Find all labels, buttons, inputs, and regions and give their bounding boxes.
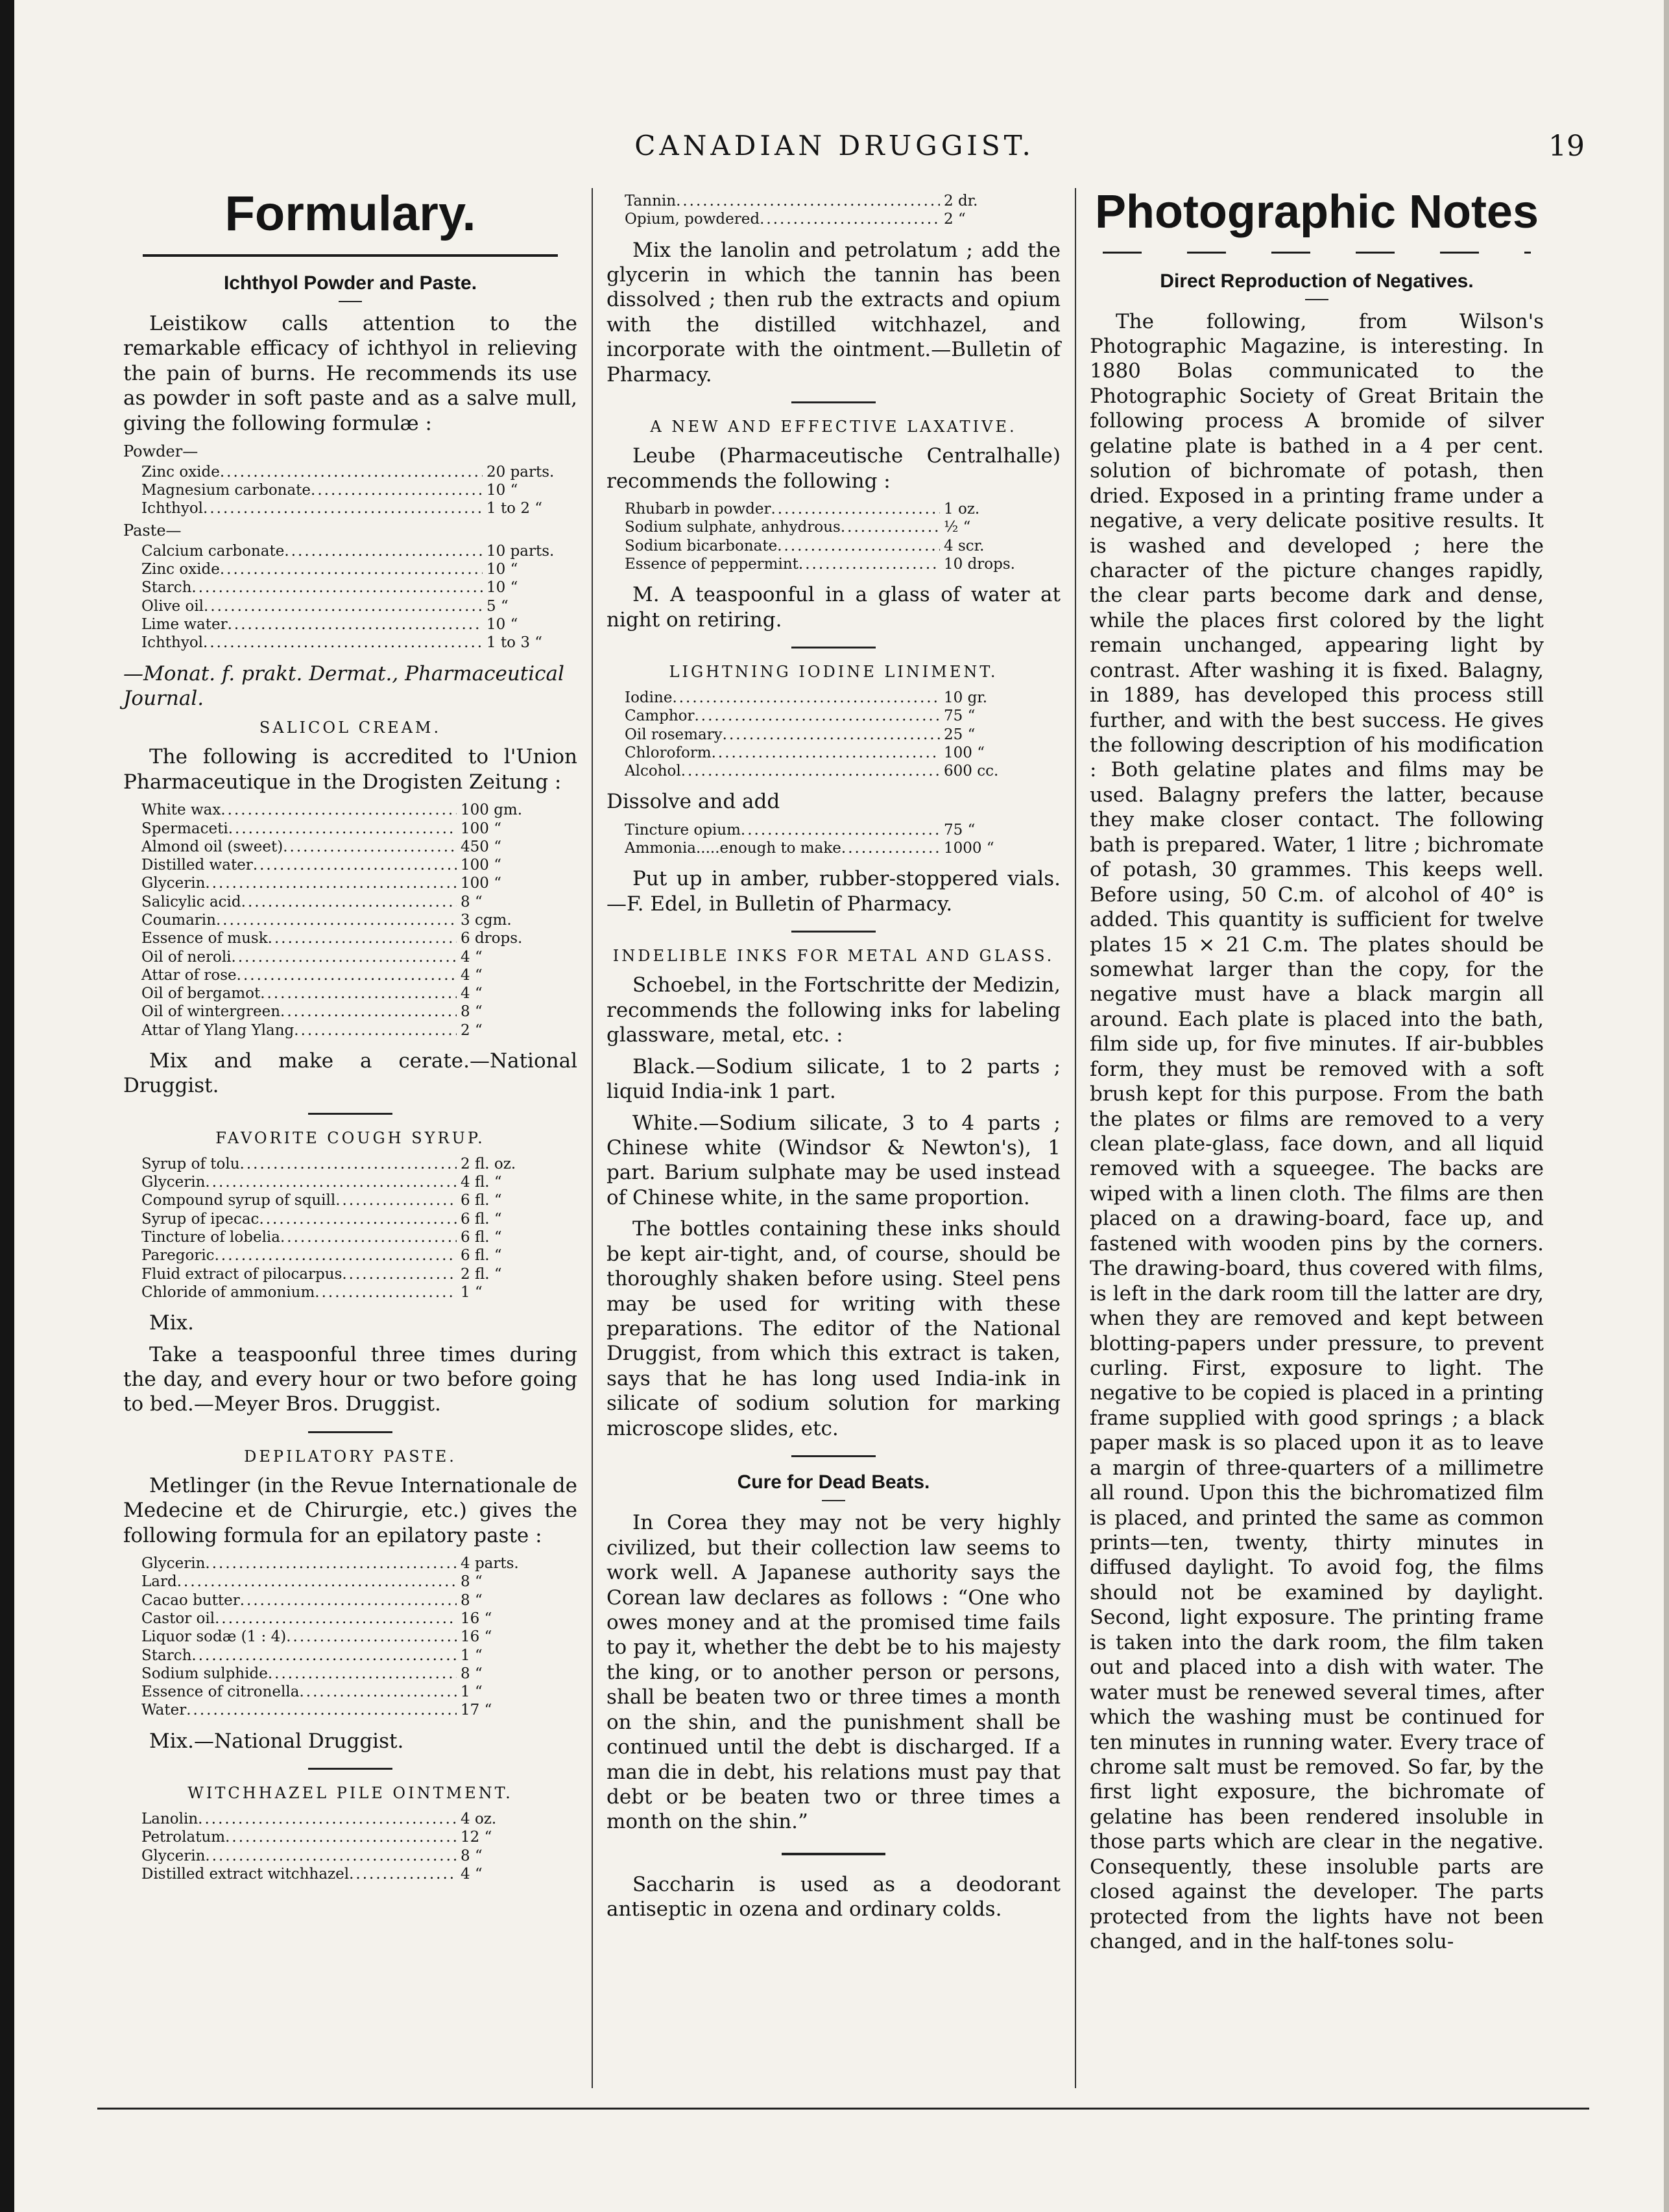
leader-dots bbox=[259, 1210, 457, 1228]
ingredient-name: Oil of wintergreen bbox=[141, 1003, 281, 1021]
ingredient-quantity: 600 cc. bbox=[944, 763, 999, 780]
ingredient-quantity: 100 “ bbox=[944, 744, 985, 761]
ingredient-name: Fluid extract of pilocarpus bbox=[141, 1265, 342, 1283]
recipe-row bbox=[141, 499, 577, 517]
ingredient-name: Liquor sodæ (1 : 4) bbox=[141, 1628, 287, 1646]
ingredient-name: Oil of neroli bbox=[141, 948, 232, 966]
recipe-row bbox=[141, 1647, 551, 1665]
recipe-table bbox=[606, 500, 1061, 573]
ingredient-name: Opium, powdered bbox=[625, 211, 760, 228]
recipe-table bbox=[123, 1554, 577, 1720]
recipe-row bbox=[141, 820, 551, 838]
recipe-row bbox=[141, 634, 577, 652]
ingredient-quantity: 100 “ bbox=[461, 857, 501, 874]
ingredient-quantity: 8 “ bbox=[461, 1591, 483, 1609]
leader-dots bbox=[232, 948, 457, 966]
ingredient-quantity: 10 parts. bbox=[486, 542, 555, 560]
recipe-row bbox=[141, 560, 577, 578]
article-paragraph: The bottles containing these inks should be kept air-tight, and, of course, should be thoroughly shaken before using. Steel pens may be used for writing with these preparations. The editor of the National Druggist, from which this extract is taken, says that he has long used India-ink in silicate of sodium solution for marking microscope slides, etc. bbox=[606, 1217, 1061, 1440]
column-middle bbox=[606, 188, 1061, 1922]
column-divider bbox=[592, 188, 593, 2088]
recipe-row bbox=[141, 1191, 551, 1209]
ingredient-quantity: 100 gm. bbox=[461, 802, 523, 819]
section-title-formulary: Formulary. bbox=[224, 186, 476, 241]
divider bbox=[308, 1431, 392, 1433]
ingredient-quantity: 12 “ bbox=[461, 1829, 492, 1846]
ingredient-quantity: 1 oz. bbox=[944, 501, 980, 518]
recipe-row bbox=[625, 762, 1035, 780]
leader-dots bbox=[220, 463, 483, 481]
ingredient-quantity: 1 “ bbox=[461, 1683, 483, 1701]
recipe-row bbox=[141, 1554, 551, 1573]
ingredient-quantity: 4 “ bbox=[461, 1865, 483, 1883]
ingredient-quantity: 100 “ bbox=[461, 875, 501, 892]
leader-dots bbox=[712, 744, 940, 762]
article-paragraph: Metlinger (in the Revue Internationale de Medecine et de Chirurgie, etc.) gives the following formula for an epilatory paste : bbox=[123, 1473, 577, 1547]
ingredient-name: Tincture of lobelia bbox=[141, 1228, 280, 1246]
ingredient-quantity: 1000 “ bbox=[944, 840, 994, 857]
recipe-row bbox=[141, 1210, 551, 1228]
ingredient-name: Water bbox=[141, 1702, 187, 1719]
ingredient-name: Lime water bbox=[141, 615, 228, 633]
recipe-row bbox=[625, 707, 1035, 725]
leader-dots bbox=[777, 537, 940, 555]
recipe-row bbox=[625, 518, 1035, 536]
title-rule bbox=[1103, 252, 1531, 254]
ingredient-name: Attar of rose bbox=[141, 966, 237, 984]
ingredient-quantity: 2 fl. “ bbox=[461, 1265, 502, 1283]
recipe-row bbox=[625, 192, 1035, 210]
divider bbox=[308, 1113, 392, 1115]
leader-dots bbox=[240, 1155, 457, 1173]
ingredient-name: Chloroform bbox=[625, 744, 712, 761]
ingredient-name: Iodine bbox=[625, 689, 673, 707]
leader-dots bbox=[676, 192, 940, 210]
ingredient-name: Oil of bergamot bbox=[141, 985, 261, 1003]
running-head: CANADIAN DRUGGIST. bbox=[634, 130, 1035, 161]
leader-dots bbox=[205, 874, 457, 892]
article-paragraph: Mix the lanolin and petrolatum ; add the glycerin in which the tannin has been dissolved ; then rub the extracts and opium with the distilled witchhazel, and incorporate with the ointment.—Bulletin of Pharmacy. bbox=[606, 238, 1061, 387]
ingredient-name: Glycerin bbox=[141, 875, 206, 892]
divider bbox=[791, 401, 876, 403]
ingredient-quantity: 75 “ bbox=[944, 821, 976, 838]
article-paragraph: White.—Sodium silicate, 3 to 4 parts ; Chinese white (Windsor & Newton's), 1 part. Barium sulphate may be used instead of Chinese white, in the same proportion. bbox=[606, 1111, 1061, 1209]
recipe-row bbox=[625, 500, 1035, 518]
recipe-table bbox=[606, 821, 1061, 858]
ingredient-name: Ichthyol bbox=[141, 500, 204, 517]
leader-dots bbox=[695, 707, 941, 725]
ingredient-quantity: 4 scr. bbox=[944, 537, 985, 554]
recipe-row bbox=[141, 1628, 551, 1646]
recipe-row bbox=[141, 1847, 551, 1865]
recipe-title: A NEW AND EFFECTIVE LAXATIVE. bbox=[650, 418, 1017, 436]
ingredient-quantity: 1 to 3 “ bbox=[486, 634, 543, 652]
divider bbox=[782, 1853, 885, 1855]
recipe-row bbox=[141, 615, 577, 634]
divider bbox=[791, 931, 876, 933]
ingredient-name: Compound syrup of squill bbox=[141, 1192, 336, 1209]
article-paragraph: Saccharin is used as a deodorant antiseptic in ozena and ordinary colds. bbox=[606, 1872, 1061, 1921]
ingredient-name: Zinc oxide bbox=[141, 561, 220, 578]
article-paragraph: Dissolve and add bbox=[606, 790, 780, 814]
ingredient-quantity: 6 drops. bbox=[461, 930, 523, 947]
leader-dots bbox=[203, 499, 483, 517]
recipe-row bbox=[141, 893, 551, 911]
leader-dots bbox=[221, 801, 457, 819]
ingredient-quantity: 25 “ bbox=[944, 726, 976, 743]
ingredient-quantity: ½ “ bbox=[944, 519, 971, 536]
leader-dots bbox=[268, 1665, 457, 1683]
article-paragraph: Schoebel, in the Fortschritte der Medizin, recommends the following inks for labeling glassware, metal, etc. : bbox=[606, 973, 1061, 1047]
recipe-group-label: Powder— bbox=[123, 442, 198, 460]
recipe-table bbox=[123, 801, 577, 1040]
ingredient-quantity: 6 fl. “ bbox=[461, 1210, 502, 1228]
leader-dots bbox=[311, 481, 483, 499]
ingredient-quantity: 2 “ bbox=[461, 1021, 483, 1039]
leader-dots bbox=[299, 1683, 457, 1701]
article-paragraph: Leube (Pharmaceutische Centralhalle) recommends the following : bbox=[606, 444, 1061, 493]
leader-dots bbox=[205, 1173, 457, 1191]
ingredient-name: Lard bbox=[141, 1573, 177, 1591]
leader-dots bbox=[205, 1554, 457, 1573]
leader-dots bbox=[286, 1628, 457, 1646]
leader-dots bbox=[283, 838, 457, 856]
article-paragraph: Black.—Sodium silicate, 1 to 2 parts ; liquid India-ink 1 part. bbox=[606, 1054, 1061, 1104]
page-number: 19 bbox=[1548, 130, 1585, 163]
recipe-row bbox=[141, 1810, 551, 1828]
ingredient-name: Tincture opium bbox=[625, 821, 741, 838]
recipe-table bbox=[606, 689, 1061, 780]
leader-dots bbox=[216, 911, 457, 929]
bottom-rule bbox=[97, 2108, 1589, 2110]
ingredient-quantity: 10 “ bbox=[486, 579, 518, 597]
recipe-title: INDELIBLE INKS FOR METAL AND GLASS. bbox=[612, 947, 1055, 966]
article-paragraph: The following is accredited to l'Union Pharmaceutique in the Drogisten Zeitung : bbox=[123, 745, 577, 794]
ingredient-name: Camphor bbox=[625, 708, 695, 725]
ingredient-name: Rhubarb in powder bbox=[625, 501, 771, 518]
recipe-row bbox=[625, 839, 1035, 857]
recipe-row bbox=[141, 948, 551, 966]
article-paragraph: The following, from Wilson's Photographic Magazine, is interesting. In 1880 Bolas communicated to the Photographic Society of Great Britain the following process A bromide of silver gelatine plate is bathed in a 4 per cent. solution of bichromate of potash, then dried. Exposed in a printing frame under a negative, a very delicate positive results. It is washed and developed ; here the character of the picture changes rapidly, the clear parts become dark and dense, while the places first colored by the light remain unchanged, appearing light by contrast. After washing it is fixed. Balagny, in 1889, has developed this process still further, and with the best success. He gives the following description of his modification : Both gelatine plates and films may be used. Balagny prefers the latter, because they make closer contact. The following bath is prepared. Water, 1 litre ; bichromate of potash, 30 grammes. This keeps well. Before using, 50 C.m. of alcohol of 40° is added. This quantity is sufficient for twelve plates 15 × 21 C.m. The plates should be somewhat larger than the copy, for the negative must have a black margin all around. Each plate is placed into the bath, film side up, for five minutes. If air-bubbles form, they must be removed with a soft brush kept for this purpose. From the bath the plates or films are removed to a very clean plate-glass, face down, and all liquid removed with a squeegee. The backs are wiped with a linen cloth. The films are then placed on a drawing-board, face up, and fastened with wooden pins by the corners. The drawing-board, thus covered with films, is left in the dark room till the latter are dry, when they are removed and kept between blotting-papers under pressure, to prevent curling. First, exposure to light. The negative to be copied is placed in a printing frame supplied with good springs ; a black paper mask is so placed upon it as to leave a margin of three-quarters of a millimetre all round. Upon this the bichromatized film is placed, and printed the same as common prints—ten, twenty, thirty minutes in diffused daylight. To avoid fog, the films should not be examined by daylight. Second, light exposure. The printing frame is taken into the dark room, the film taken out and placed into a dish with water. The water must be renewed several times, after which the washing must be continued for ten minutes in running water. Every trace of chrome salt must be removed. So far, by the first light exposure, the bichromate of gelatine has been rendered insoluble in those parts which are clear in the negative. Consequently, these insoluble parts are closed against the developer. The parts protected from the lights have not been changed, and in the half-tones solu- bbox=[1090, 309, 1544, 1954]
ingredient-name: Sodium bicarbonate bbox=[625, 537, 778, 554]
ingredient-name: Glycerin bbox=[141, 1555, 206, 1573]
ingredient-quantity: 4 oz. bbox=[461, 1811, 497, 1828]
article-paragraph: Take a teaspoonful three times during the day, and every hour or two before going to bed.—Meyer Bros. Druggist. bbox=[123, 1342, 577, 1416]
recipe-row bbox=[141, 1591, 551, 1610]
ingredient-quantity: 100 “ bbox=[461, 820, 501, 837]
recipe-row bbox=[141, 1155, 551, 1173]
ingredient-name: Attar of Ylang Ylang bbox=[141, 1021, 294, 1039]
recipe-row bbox=[625, 210, 1035, 228]
leader-dots bbox=[335, 1191, 457, 1209]
leader-dots bbox=[240, 1591, 457, 1610]
leader-dots bbox=[204, 597, 483, 615]
ingredient-quantity: 4 parts. bbox=[461, 1555, 519, 1573]
ingredient-quantity: 1 to 2 “ bbox=[486, 500, 543, 517]
article-title: Direct Reproduction of Negatives. bbox=[1160, 270, 1474, 292]
article-paragraph: M. A teaspoonful in a glass of water at night on retiring. bbox=[606, 583, 1061, 632]
leader-dots bbox=[268, 929, 457, 947]
article-paragraph: In Corea they may not be very highly civilized, but their collection law seems to work well. A Japanese authority says the Corean law declares as follows : “One who owes money and at the promised time fails to pay it, whether the debt be to his majesty the king, or to another person or persons, shall be beaten two or three times a month on the shin, and the punishment shall be continued until the debt is discharged. If a man die in debt, his relations must pay that debt or be beaten two or three times a month on the shin.” bbox=[606, 1511, 1061, 1834]
recipe-title: LIGHTNING IODINE LINIMENT. bbox=[669, 663, 998, 682]
ingredient-quantity: 4 fl. “ bbox=[461, 1174, 502, 1191]
ingredient-quantity: 8 “ bbox=[461, 1847, 483, 1864]
leader-dots bbox=[237, 966, 457, 984]
ingredient-name: Coumarin bbox=[141, 911, 216, 929]
ingredient-name: White wax bbox=[141, 802, 221, 819]
leader-dots bbox=[228, 615, 483, 634]
recipe-row bbox=[141, 463, 577, 481]
ingredient-quantity: 75 “ bbox=[944, 708, 976, 725]
recipe-row bbox=[141, 911, 551, 929]
leader-dots bbox=[241, 893, 457, 911]
leader-dots bbox=[215, 1610, 457, 1628]
ingredient-quantity: 16 “ bbox=[461, 1610, 492, 1627]
recipe-row bbox=[141, 929, 551, 947]
recipe-row bbox=[625, 744, 1035, 762]
divider bbox=[791, 1455, 876, 1457]
page-header bbox=[0, 130, 1669, 169]
ingredient-name: Distilled extract witchhazel bbox=[141, 1865, 350, 1883]
ingredient-name: Castor oil bbox=[141, 1610, 215, 1627]
ingredient-name: Salicylic acid bbox=[141, 893, 241, 910]
ingredient-name: Sodium sulphide bbox=[141, 1665, 268, 1682]
ingredient-name: Almond oil (sweet) bbox=[141, 838, 283, 855]
divider bbox=[791, 647, 876, 648]
leader-dots bbox=[198, 1810, 457, 1828]
recipe-title: DEPILATORY PASTE. bbox=[244, 1447, 457, 1466]
ingredient-name: Spermaceti bbox=[141, 820, 228, 837]
ingredient-quantity: 6 fl. “ bbox=[461, 1192, 502, 1209]
ingredient-name: Magnesium carbonate bbox=[141, 481, 311, 499]
ingredient-name: Essence of musk bbox=[141, 930, 268, 947]
leader-dots bbox=[841, 839, 940, 857]
recipe-row bbox=[141, 481, 577, 499]
ingredient-name: Cacao butter bbox=[141, 1591, 240, 1609]
recipe-row bbox=[141, 966, 551, 984]
recipe-row bbox=[141, 1265, 551, 1283]
scan-edge-right bbox=[1664, 0, 1669, 2212]
recipe-row bbox=[141, 578, 577, 597]
leader-dots bbox=[741, 821, 940, 839]
ingredient-name: Starch bbox=[141, 579, 192, 597]
recipe-row bbox=[141, 984, 551, 1003]
ingredient-quantity: 1 “ bbox=[461, 1647, 483, 1664]
leader-dots bbox=[280, 1228, 457, 1246]
ingredient-name: Syrup of tolu bbox=[141, 1155, 240, 1172]
ingredient-name: Starch bbox=[141, 1647, 192, 1664]
leader-dots bbox=[203, 634, 483, 652]
divider bbox=[308, 1768, 392, 1770]
leader-dots bbox=[315, 1283, 457, 1302]
recipe-row bbox=[141, 1003, 551, 1021]
ingredient-name: Essence of citronella bbox=[141, 1683, 300, 1701]
ingredient-name: Tannin bbox=[625, 193, 677, 209]
article-paragraph: Put up in amber, rubber-stoppered vials.—F. Edel, in Bulletin of Pharmacy. bbox=[606, 867, 1061, 916]
ingredient-name: Lanolin bbox=[141, 1811, 198, 1828]
recipe-title: FAVORITE COUGH SYRUP. bbox=[215, 1128, 485, 1147]
leader-dots bbox=[177, 1573, 457, 1591]
ingredient-name: Sodium sulphate, anhydrous bbox=[625, 519, 841, 536]
section-title-photographic: Photographic Notes bbox=[1094, 186, 1539, 238]
title-dash bbox=[822, 1500, 845, 1501]
recipe-rows bbox=[123, 542, 577, 652]
ingredient-quantity: 2 “ bbox=[944, 211, 966, 228]
leader-dots bbox=[228, 820, 457, 838]
recipe-row bbox=[141, 1828, 551, 1846]
ingredient-quantity: 2 dr. bbox=[944, 193, 978, 209]
leader-dots bbox=[681, 762, 940, 780]
ingredient-name: Syrup of ipecac bbox=[141, 1210, 259, 1228]
leader-dots bbox=[253, 856, 457, 874]
column-formulary bbox=[123, 188, 577, 1892]
ingredient-name: Distilled water bbox=[141, 857, 253, 874]
recipe-row bbox=[625, 689, 1035, 707]
recipe-row bbox=[141, 1683, 551, 1701]
ingredient-quantity: 1 “ bbox=[461, 1283, 483, 1301]
recipe-group-label: Paste— bbox=[123, 521, 182, 540]
recipe-row bbox=[141, 1610, 551, 1628]
article-title: Cure for Dead Beats. bbox=[737, 1471, 930, 1493]
article-paragraph: Mix. bbox=[149, 1311, 194, 1335]
title-rule bbox=[143, 254, 558, 257]
article-title: Ichthyol Powder and Paste. bbox=[223, 272, 477, 294]
leader-dots bbox=[284, 542, 483, 560]
ingredient-quantity: 4 “ bbox=[461, 985, 483, 1003]
ingredient-quantity: 3 cgm. bbox=[461, 911, 512, 929]
leader-dots bbox=[798, 555, 940, 573]
title-dash bbox=[1305, 299, 1328, 300]
leader-dots bbox=[215, 1246, 457, 1265]
ingredient-quantity: 4 “ bbox=[461, 966, 483, 984]
recipe-row bbox=[141, 1283, 551, 1302]
ingredient-quantity: 2 fl. oz. bbox=[461, 1155, 516, 1172]
ingredient-quantity: 8 “ bbox=[461, 1665, 483, 1682]
leader-dots bbox=[191, 1647, 457, 1665]
column-photographic bbox=[1090, 188, 1544, 1960]
leader-dots bbox=[220, 560, 483, 578]
leader-dots bbox=[841, 518, 940, 536]
ingredient-quantity: 450 “ bbox=[461, 838, 501, 855]
recipe-title: WITCHHAZEL PILE OINTMENT. bbox=[187, 1784, 513, 1803]
article-paragraph: Mix and make a cerate.—National Druggist. bbox=[123, 1049, 577, 1098]
ingredient-quantity: 17 “ bbox=[461, 1702, 492, 1719]
column-divider bbox=[1075, 188, 1076, 2088]
recipe-table bbox=[123, 442, 577, 652]
ingredient-quantity: 10 drops. bbox=[944, 555, 1015, 573]
ingredient-quantity: 8 “ bbox=[461, 1573, 483, 1591]
recipe-table bbox=[123, 1810, 577, 1883]
recipe-rows bbox=[123, 463, 577, 518]
recipe-row bbox=[141, 1665, 551, 1683]
recipe-row bbox=[625, 537, 1035, 555]
leader-dots bbox=[191, 578, 483, 597]
article-paragraph: Leistikow calls attention to the remarkable efficacy of ichthyol in relieving the pain of burns. He recommends its use as powder in soft paste and as a salve mull, giving the following formulæ : bbox=[123, 311, 577, 435]
recipe-title: SALICOL CREAM. bbox=[259, 719, 442, 737]
leader-dots bbox=[294, 1021, 457, 1040]
ingredient-name: Oil rosemary bbox=[625, 726, 723, 743]
ingredient-name: Chloride of ammonium bbox=[141, 1283, 315, 1301]
leader-dots bbox=[723, 726, 940, 744]
ingredient-name: Zinc oxide bbox=[141, 463, 220, 481]
ingredient-quantity: 6 fl. “ bbox=[461, 1228, 502, 1246]
leader-dots bbox=[760, 210, 940, 228]
recipe-row bbox=[141, 1865, 551, 1883]
leader-dots bbox=[349, 1865, 457, 1883]
article-paragraph: Mix.—National Druggist. bbox=[149, 1729, 404, 1753]
ingredient-quantity: 20 parts. bbox=[486, 463, 555, 481]
recipe-row bbox=[141, 1021, 551, 1040]
recipe-row bbox=[141, 1246, 551, 1265]
ingredient-name: Petrolatum bbox=[141, 1829, 226, 1846]
leader-dots bbox=[672, 689, 940, 707]
ingredient-quantity: 8 “ bbox=[461, 893, 483, 910]
scan-edge bbox=[0, 0, 14, 2212]
ingredient-name: Alcohol bbox=[625, 763, 681, 780]
ingredient-name: Paregoric bbox=[141, 1247, 215, 1265]
leader-dots bbox=[771, 500, 940, 518]
ingredient-name: Glycerin bbox=[141, 1174, 206, 1191]
leader-dots bbox=[186, 1701, 457, 1719]
ingredient-quantity: 10 “ bbox=[486, 615, 518, 633]
recipe-row bbox=[625, 821, 1035, 839]
ingredient-quantity: 10 “ bbox=[486, 481, 518, 499]
recipe-row bbox=[141, 874, 551, 892]
recipe-row bbox=[141, 1573, 551, 1591]
recipe-row bbox=[141, 856, 551, 874]
leader-dots bbox=[205, 1847, 457, 1865]
recipe-row bbox=[141, 542, 577, 560]
ingredient-name: Calcium carbonate bbox=[141, 542, 285, 560]
recipe-table bbox=[606, 192, 1061, 229]
recipe-row bbox=[141, 1228, 551, 1246]
ingredient-name: Essence of peppermint bbox=[625, 555, 798, 573]
ingredient-name: Glycerin bbox=[141, 1847, 206, 1864]
title-dash bbox=[339, 301, 362, 302]
recipe-row bbox=[141, 1173, 551, 1191]
ingredient-name: Ichthyol bbox=[141, 634, 204, 652]
recipe-row bbox=[625, 726, 1035, 744]
leader-dots bbox=[280, 1003, 457, 1021]
ingredient-quantity: 6 fl. “ bbox=[461, 1247, 502, 1265]
ingredient-quantity: 10 “ bbox=[486, 561, 518, 578]
ingredient-quantity: 4 “ bbox=[461, 948, 483, 966]
recipe-table bbox=[123, 1155, 577, 1302]
leader-dots bbox=[225, 1828, 457, 1846]
leader-dots bbox=[342, 1265, 457, 1283]
ingredient-quantity: 16 “ bbox=[461, 1628, 492, 1646]
ingredient-name: Ammonia.....enough to make bbox=[625, 840, 841, 857]
ingredient-quantity: 8 “ bbox=[461, 1003, 483, 1021]
recipe-row bbox=[141, 597, 577, 615]
recipe-row bbox=[625, 555, 1035, 573]
ingredient-name: Olive oil bbox=[141, 597, 204, 615]
recipe-row bbox=[141, 838, 551, 856]
ingredient-quantity: 5 “ bbox=[486, 597, 509, 615]
ingredient-quantity: 10 gr. bbox=[944, 689, 988, 707]
source-attribution: —Monat. f. prakt. Dermat., Pharmaceutical Journal. bbox=[123, 661, 564, 710]
recipe-row bbox=[141, 1701, 551, 1719]
recipe-row bbox=[141, 801, 551, 819]
leader-dots bbox=[260, 984, 457, 1003]
